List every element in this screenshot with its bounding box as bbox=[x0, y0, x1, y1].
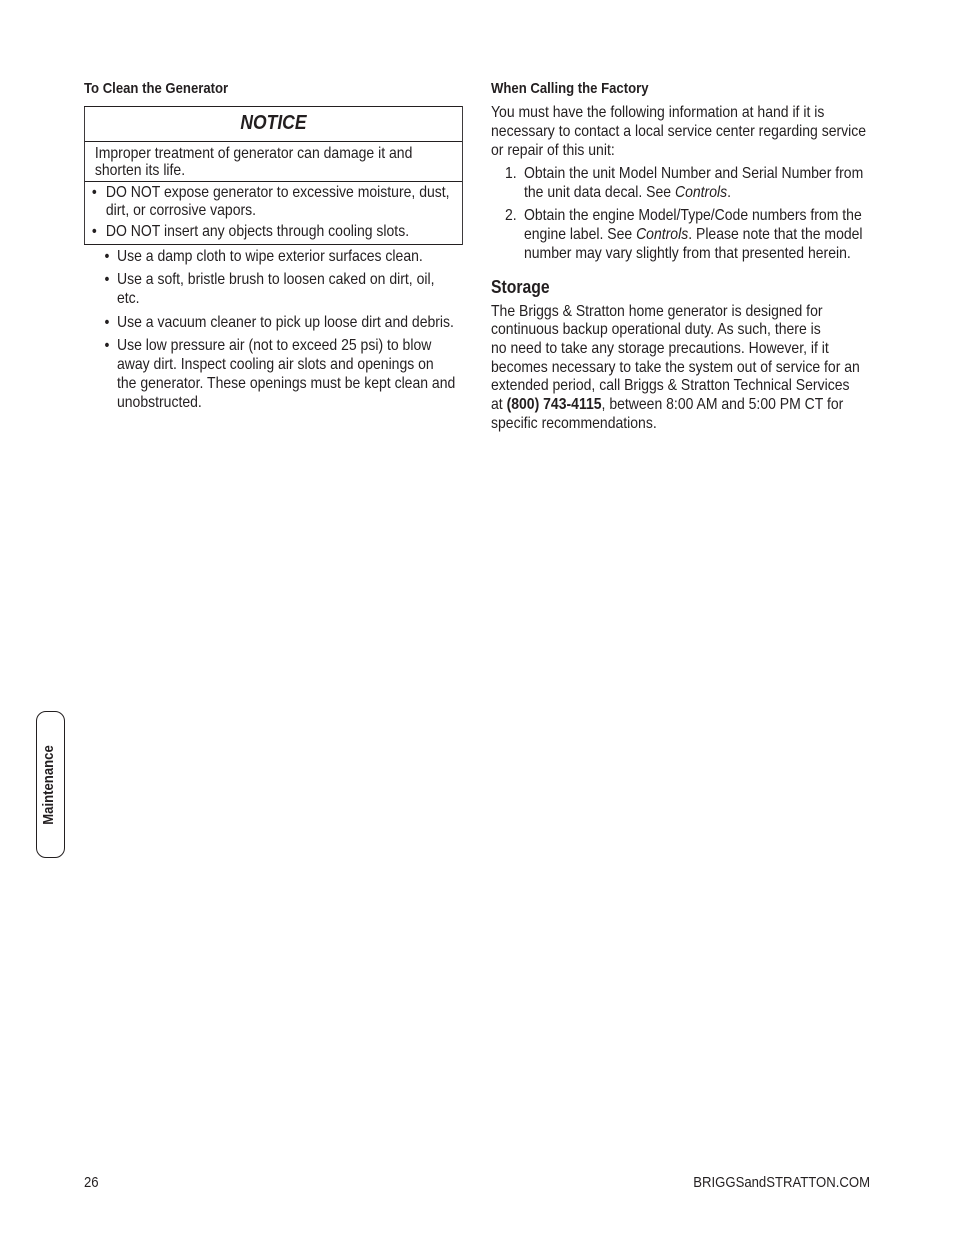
cleaning-steps-list bbox=[84, 247, 463, 413]
step-item bbox=[491, 206, 871, 263]
step-number: 2. bbox=[505, 206, 517, 224]
left-column bbox=[84, 0, 463, 1235]
bullet-icon: • bbox=[104, 247, 110, 265]
notice-bullet-text: DO NOT expose generator to excessive moisture, dust, dirt, or corrosive vapors. bbox=[105, 183, 450, 219]
list-item-text: Use low pressure air (not to exceed 25 psi) to blow away dirt. Inspect cooling air slots and openings on the generator. These openings must be kept clean and unobstructed. bbox=[116, 337, 456, 411]
notice-title: NOTICE bbox=[85, 107, 462, 142]
page-footer bbox=[84, 1173, 870, 1193]
step-item bbox=[491, 164, 871, 202]
bullet-icon: • bbox=[91, 183, 97, 201]
controls-reference: Controls bbox=[636, 225, 689, 243]
footer-website: BRIGGSandSTRATTON.COM bbox=[693, 1174, 871, 1191]
phone-number: (800) 743-4115 bbox=[506, 396, 602, 414]
notice-bullet-item bbox=[85, 223, 462, 241]
storage-text-end: , between 8:00 AM and 5:00 PM CT for specific recommendations. bbox=[491, 396, 844, 432]
notice-bullet-list bbox=[85, 182, 462, 241]
side-tab-label: Maintenance bbox=[40, 744, 57, 825]
notice-bullet-item bbox=[85, 184, 462, 220]
bullet-icon: • bbox=[104, 271, 110, 288]
notice-box bbox=[84, 106, 463, 245]
numbered-steps-list bbox=[491, 164, 871, 263]
bullet-icon: • bbox=[91, 222, 97, 240]
page-number: 26 bbox=[84, 1174, 99, 1191]
right-column bbox=[491, 0, 871, 1235]
storage-paragraph bbox=[491, 303, 871, 434]
bullet-icon: • bbox=[104, 337, 110, 354]
controls-reference: Controls bbox=[674, 183, 728, 201]
list-item bbox=[84, 247, 463, 266]
section-heading-clean-generator: To Clean the Generator bbox=[84, 80, 229, 97]
list-item bbox=[84, 336, 463, 412]
bullet-icon: • bbox=[104, 313, 110, 331]
section-heading-storage: Storage bbox=[491, 277, 550, 297]
step-text-end: . Please note that the model number may vary slightly from that presented herein. bbox=[523, 225, 863, 262]
step-text: Obtain the unit Model Number and Serial Number from the unit data decal. See bbox=[523, 164, 864, 201]
step-number: 1. bbox=[505, 164, 517, 182]
list-item bbox=[84, 270, 463, 308]
step-text-end: . bbox=[727, 183, 732, 201]
notice-message: Improper treatment of generator can damage it and shorten its life. bbox=[85, 142, 462, 183]
storage-text: The Briggs & Stratton home generator is designed for continuous backup operational duty. As such, there is no need to take any storage precautions. However, if it becomes necessary to take the system out of service for an extended period, call Briggs & Stratton Technical Services at bbox=[491, 302, 860, 414]
notice-bullet-text: DO NOT insert any objects through cooling slots. bbox=[105, 222, 410, 240]
step-text: Obtain the engine Model/Type/Code numbers from the engine label. See bbox=[523, 206, 862, 243]
section-heading-calling-factory: When Calling the Factory bbox=[491, 80, 649, 97]
list-item-text: Use a soft, bristle brush to loosen caked on dirt, oil, etc. bbox=[116, 271, 435, 307]
list-item bbox=[84, 313, 463, 332]
section-side-tab bbox=[36, 711, 65, 858]
calling-factory-intro: You must have the following information at hand if it is necessary to contact a local service center regarding service or repair of this unit: bbox=[491, 103, 867, 159]
list-item-text: Use a vacuum cleaner to pick up loose dirt and debris. bbox=[116, 313, 454, 331]
list-item-text: Use a damp cloth to wipe exterior surfaces clean. bbox=[116, 247, 423, 265]
